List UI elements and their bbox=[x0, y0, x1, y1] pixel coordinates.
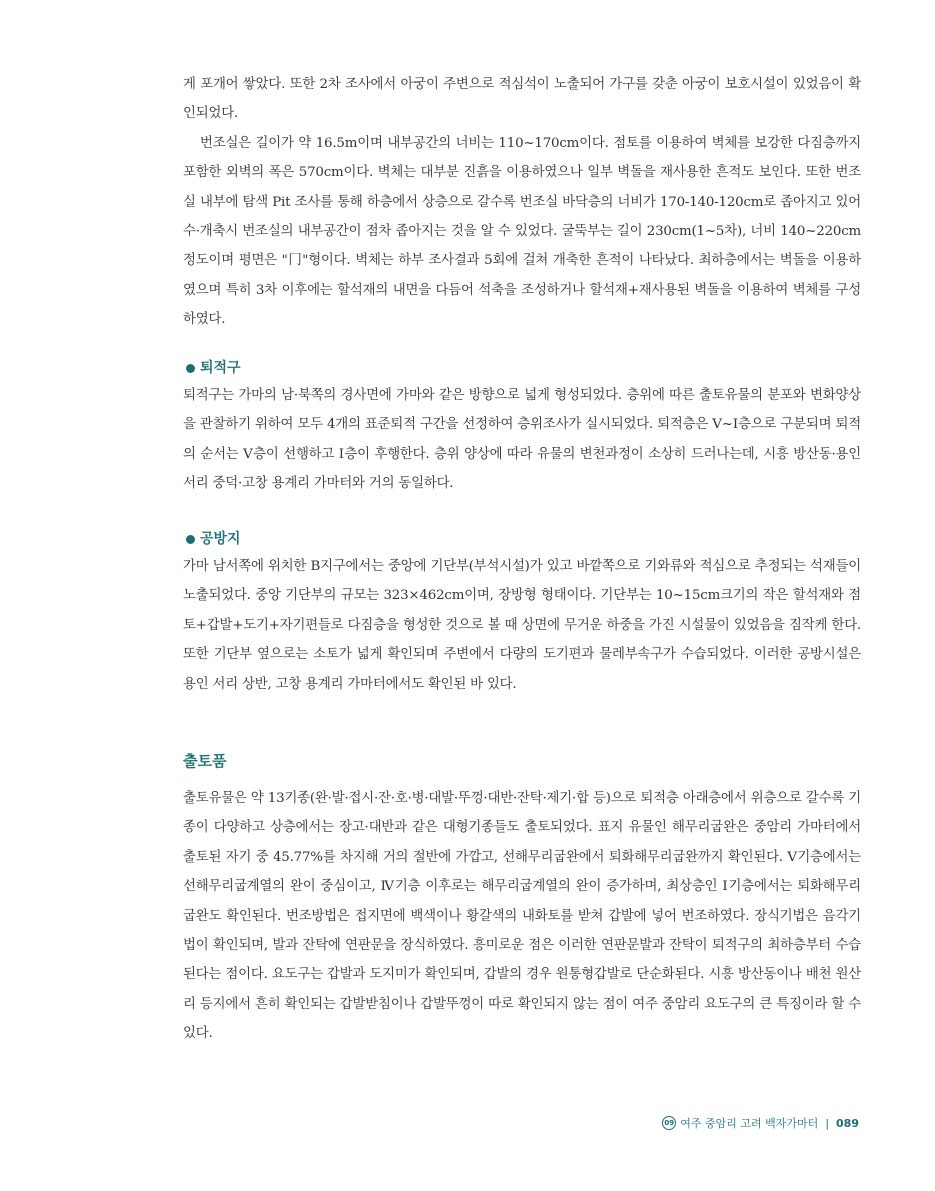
deposit-heading-label: 퇴적구 bbox=[200, 360, 241, 376]
footer-separator: | bbox=[825, 1116, 830, 1130]
chapter-number-badge: 09 bbox=[662, 1116, 676, 1130]
deposit-paragraph: 퇴적구는 가마의 남·북쪽의 경사면에 가마와 같은 방향으로 넓게 형성되었다. 층위에 따른 출토유물의 분포와 변화양상을 관찰하기 위하여 모두 4개의 표준퇴적 구간을 선정하여 층위조사가 실시되었다. 퇴적층은 Ⅴ~Ⅰ층으로 구분되며 퇴적의 순서는 Ⅴ층이 선행하고 Ⅰ층이 후행한다. 층위 양상에 따라 유물의 변천과정이 소상히 드러나는데, 시흥 방산동·용인 서리 중덕·고창 용계리 가마터와 거의 동일하다. bbox=[183, 388, 861, 492]
page-number: 089 bbox=[836, 1116, 859, 1130]
footer-title: 여주 중암리 고려 백자가마터 bbox=[680, 1117, 819, 1130]
workshop-paragraph: 가마 남서쪽에 위치한 B지구에서는 중앙에 기단부(부석시설)가 있고 바깥쪽으로 기와류와 적심으로 추정되는 석재들이 노출되었다. 중앙 기단부의 규모는 323×462cm이며, 장방형 형태이다. 기단부는 10~15cm크기의 작은 할석재와 점토+갑발+도기+자기편들로 다짐층을 형성한 것으로 볼 때 상면에 무거운 하중을 가진 시설물이 있었음을 짐작케 한다. 또한 기단부 옆으로는 소토가 넓게 확인되며 주변에서 다량의 도기편과 물레부속구가 수습되었다. 이러한 공방시설은 용인 서리 상반, 고창 용계리 가마터에서도 확인된 바 있다. bbox=[183, 559, 861, 692]
page-footer bbox=[662, 1115, 859, 1131]
workshop-heading bbox=[183, 529, 241, 549]
artifacts-text bbox=[183, 784, 861, 1049]
artifacts-heading: 출토품 bbox=[183, 752, 227, 770]
intro-text bbox=[183, 70, 861, 335]
workshop-heading-label: 공방지 bbox=[200, 531, 241, 547]
artifacts-paragraph: 출토유물은 약 13기종(완·발·접시·잔·호·병·대발·뚜껑·대반·잔탁·제기·합 등)으로 퇴적층 아래층에서 위층으로 갈수록 기종이 다양하고 상층에서는 장고·대반과 같은 대형기종들도 출토되었다. 표지 유물인 해무리굽완은 중암리 가마터에서 출토된 자기 중 45.77%를 차지해 거의 절반에 가깝고, 선해무리굽완에서 퇴화해무리굽완까지 확인된다. Ⅴ기층에서는 선해무리굽계열의 완이 중심이고, Ⅳ기층 이후로는 해무리굽계열의 완이 증가하며, 최상층인 Ⅰ기층에서는 퇴화해무리굽완도 확인된다. 번조방법은 접지면에 백색이나 황갈색의 내화토를 받쳐 갑발에 넣어 번조하였다. 장식기법은 음각기법이 확인되며, 발과 잔탁에 연판문을 장식하였다. 흥미로운 점은 이러한 연판문발과 잔탁이 퇴적구의 최하층부터 수습된다는 점이다. 요도구는 갑발과 도지미가 확인되며, 갑발의 경우 원통형갑발로 단순화된다. 시흥 방산동이나 배천 원산리 등지에서 흔히 확인되는 갑발받침이나 갑발뚜껑이 따로 확인되지 않는 점이 여주 중암리 요도구의 큰 특징이라 할 수 있다. bbox=[183, 791, 861, 1042]
deposit-text bbox=[183, 381, 861, 499]
workshop-text bbox=[183, 552, 861, 699]
bullet-icon bbox=[186, 364, 195, 373]
deposit-heading bbox=[183, 358, 241, 378]
intro-paragraph-2: 번조실은 길이가 약 16.5m이며 내부공간의 너비는 110~170cm이다. 점토를 이용하여 벽체를 보강한 다짐층까지 포함한 외벽의 폭은 570cm이다. 벽체는 대부분 진흙을 이용하였으나 일부 벽돌을 재사용한 흔적도 보인다. 또한 번조실 내부에 탐색 Pit 조사를 통해 하층에서 상층으로 갈수록 번조실 바닥층의 너비가 170-140-120cm로 좁아지고 있어 수·개축시 번조실의 내부공간이 점차 좁아지는 것을 알 수 있었다. 굴뚝부는 길이 230cm(1~5차), 너비 140~220cm 정도이며 평면은 "冂"형이다. 벽체는 하부 조사결과 5회에 걸쳐 개축한 흔적이 나타났다. 최하층에서는 벽돌을 이용하였으며 특히 3차 이후에는 할석재의 내면을 다듬어 석축을 조성하거나 할석재+재사용된 벽돌을 이용하여 벽체를 구성하였다. bbox=[183, 135, 861, 328]
bullet-icon bbox=[186, 535, 195, 544]
intro-paragraph-1: 게 포개어 쌓았다. 또한 2차 조사에서 아궁이 주변으로 적심석이 노출되어 가구를 갖춘 아궁이 보호시설이 있었음이 확인되었다. bbox=[183, 77, 861, 122]
